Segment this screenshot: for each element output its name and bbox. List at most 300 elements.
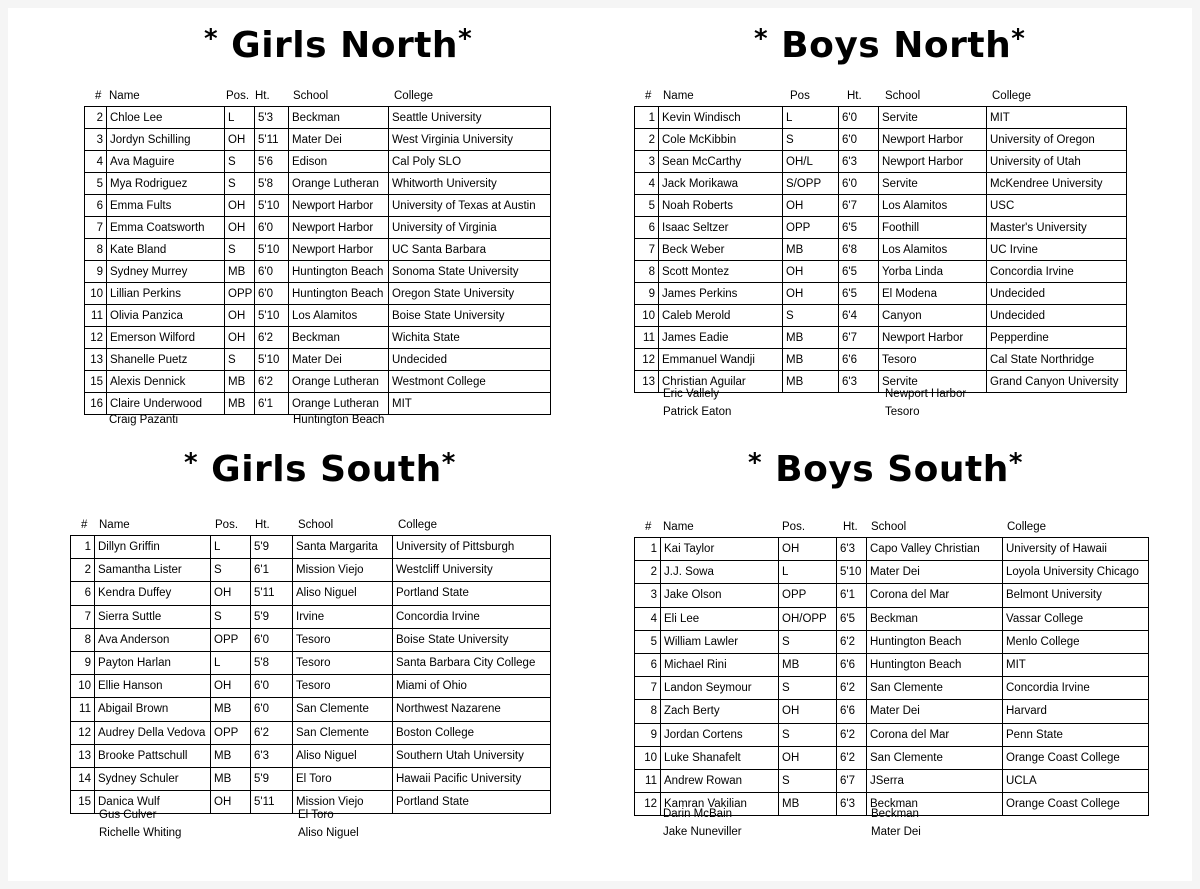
cell-school: Aliso Niguel [293,582,393,605]
coach-name: Gus Culver [99,809,157,821]
table-row [85,107,551,129]
cell-pos: S [779,723,837,746]
column-header-name: Name [663,90,694,102]
table-row [635,538,1149,561]
column-header-pos: Pos. [215,519,239,531]
star-icon: * [1011,24,1026,54]
cell-school: Tesoro [293,675,393,698]
star-icon: * [1008,448,1023,478]
cell-pos: OPP [211,721,251,744]
cell-ht: 6'8 [839,239,879,261]
table-row [635,630,1149,653]
cell-school: Tesoro [293,628,393,651]
cell-num: 9 [635,723,661,746]
coach-school: Aliso Niguel [298,827,359,839]
cell-ht: 5'11 [255,129,289,151]
cell-name: Jordyn Schilling [107,129,225,151]
cell-school: Orange Lutheran [289,173,389,195]
cell-pos: MB [211,744,251,767]
table-row [635,151,1127,173]
cell-ht: 6'3 [839,151,879,173]
cell-school: Orange Lutheran [289,393,389,415]
column-header-college: College [1007,521,1046,533]
column-header-college: College [992,90,1031,102]
cell-num: 10 [85,283,107,305]
cell-pos: OPP [225,283,255,305]
table-row [71,721,551,744]
cell-college: Hawaii Pacific University [393,767,551,790]
cell-college: Southern Utah University [393,744,551,767]
cell-name: Emmanuel Wandji [659,349,783,371]
cell-name: Jake Olson [661,584,779,607]
coach-school: Huntington Beach [293,414,385,426]
cell-pos: S [783,129,839,151]
cell-name: Andrew Rowan [661,769,779,792]
cell-name: Dillyn Griffin [95,536,211,559]
cell-ht: 6'0 [251,628,293,651]
roster-table [70,535,551,814]
cell-name: Audrey Della Vedova [95,721,211,744]
cell-num: 2 [635,129,659,151]
cell-school: Beckman [867,793,1003,816]
cell-num: 10 [635,305,659,327]
cell-school: Foothill [879,217,987,239]
column-header-college: College [394,90,433,102]
cell-num: 11 [635,327,659,349]
table-row [85,283,551,305]
coach-school: Mater Dei [871,826,921,838]
cell-school: Mission Viejo [293,559,393,582]
column-header-school: School [293,90,329,102]
cell-pos: OH [225,217,255,239]
cell-name: Cole McKibbin [659,129,783,151]
cell-num: 8 [71,628,95,651]
coach-school: Tesoro [885,406,920,418]
cell-pos: OH [211,791,251,814]
boys-north-title [754,24,1025,66]
boys-south-title-text: Boys South [775,449,1009,490]
cell-college: University of Hawaii [1003,538,1149,561]
boys-south-title [748,448,1023,490]
coach-name: Richelle Whiting [99,827,182,839]
coach-name: Eric Vallely [663,388,720,400]
cell-college: Harvard [1003,700,1149,723]
cell-name: Landon Seymour [661,677,779,700]
cell-name: Emma Coatsworth [107,217,225,239]
cell-school: Servite [879,371,987,393]
cell-pos: L [225,107,255,129]
cell-school: San Clemente [293,721,393,744]
cell-ht: 6'2 [837,630,867,653]
cell-ht: 5'10 [255,349,289,371]
cell-college: Cal Poly SLO [389,151,551,173]
cell-college: Belmont University [1003,584,1149,607]
cell-school: Aliso Niguel [293,744,393,767]
cell-pos: L [779,561,837,584]
table-row [635,723,1149,746]
cell-num: 16 [85,393,107,415]
table-row [635,561,1149,584]
cell-num: 3 [635,584,661,607]
cell-college: Concordia Irvine [987,261,1127,283]
table-row [635,129,1127,151]
table-row [635,700,1149,723]
cell-name: Danica Wulf [95,791,211,814]
cell-ht: 5'9 [251,605,293,628]
cell-name: Samantha Lister [95,559,211,582]
cell-ht: 6'0 [839,173,879,195]
cell-school: Mater Dei [867,700,1003,723]
cell-ht: 5'11 [251,582,293,605]
cell-ht: 6'4 [839,305,879,327]
cell-ht: 6'1 [255,393,289,415]
cell-pos: OH [783,195,839,217]
cell-pos: OH [211,582,251,605]
table-row [71,675,551,698]
cell-college: Undecided [987,305,1127,327]
cell-school: Newport Harbor [879,327,987,349]
cell-college: Menlo College [1003,630,1149,653]
cell-name: Kate Bland [107,239,225,261]
cell-name: Abigail Brown [95,698,211,721]
cell-ht: 5'8 [255,173,289,195]
cell-pos: L [783,107,839,129]
cell-num: 11 [71,698,95,721]
cell-num: 14 [71,767,95,790]
table-row [85,349,551,371]
cell-name: Ellie Hanson [95,675,211,698]
cell-pos: S/OPP [783,173,839,195]
cell-college: Westcliff University [393,559,551,582]
cell-ht: 6'7 [839,327,879,349]
column-header-school: School [298,519,334,531]
cell-college: Master's University [987,217,1127,239]
cell-name: Olivia Panzica [107,305,225,327]
cell-college: Orange Coast College [1003,793,1149,816]
cell-school: Beckman [867,607,1003,630]
cell-ht: 5'10 [255,239,289,261]
table-row [71,536,551,559]
coach-school: Newport Harbor [885,388,967,400]
cell-school: Tesoro [879,349,987,371]
cell-ht: 6'0 [255,217,289,239]
cell-pos: L [211,536,251,559]
cell-ht: 5'8 [251,651,293,674]
cell-name: Beck Weber [659,239,783,261]
cell-college: Concordia Irvine [1003,677,1149,700]
table-row [71,744,551,767]
cell-ht: 6'3 [839,371,879,393]
cell-school: Huntington Beach [867,653,1003,676]
star-icon: * [441,448,456,478]
cell-ht: 6'2 [837,677,867,700]
cell-ht: 6'6 [837,653,867,676]
cell-school: Corona del Mar [867,584,1003,607]
table-row [71,651,551,674]
cell-school: Mater Dei [289,129,389,151]
cell-college: Loyola University Chicago [1003,561,1149,584]
table-row [635,327,1127,349]
table-row [85,239,551,261]
table-row [635,746,1149,769]
cell-pos: S [211,559,251,582]
cell-school: Los Alamitos [289,305,389,327]
cell-ht: 6'2 [255,371,289,393]
cell-name: Emerson Wilford [107,327,225,349]
cell-college: University of Texas at Austin [389,195,551,217]
cell-college: MIT [1003,653,1149,676]
cell-school: Edison [289,151,389,173]
cell-num: 13 [71,744,95,767]
cell-num: 4 [635,607,661,630]
table-row [635,107,1127,129]
cell-num: 7 [71,605,95,628]
cell-ht: 6'5 [839,261,879,283]
cell-num: 6 [635,653,661,676]
cell-num: 5 [635,195,659,217]
cell-pos: OPP [783,217,839,239]
cell-pos: S [225,239,255,261]
cell-ht: 5'6 [255,151,289,173]
cell-num: 6 [635,217,659,239]
cell-ht: 6'5 [839,283,879,305]
cell-num: 2 [85,107,107,129]
cell-name: Isaac Seltzer [659,217,783,239]
cell-ht: 6'1 [251,559,293,582]
cell-pos: S [779,769,837,792]
coach-name: Patrick Eaton [663,406,732,418]
cell-pos: MB [783,349,839,371]
cell-pos: MB [783,239,839,261]
column-header-num: # [81,519,88,531]
cell-college: Oregon State University [389,283,551,305]
girls-north-title [204,24,472,66]
cell-school: Mission Viejo [293,791,393,814]
cell-college: Sonoma State University [389,261,551,283]
cell-college: University of Virginia [389,217,551,239]
cell-num: 1 [635,107,659,129]
girls-south-title [184,448,456,490]
table-row [71,628,551,651]
cell-college: West Virginia University [389,129,551,151]
cell-pos: OH [225,129,255,151]
cell-college: USC [987,195,1127,217]
cell-num: 5 [635,630,661,653]
cell-school: Mater Dei [289,349,389,371]
cell-ht: 6'1 [837,584,867,607]
cell-college: University of Pittsburgh [393,536,551,559]
cell-pos: S [225,349,255,371]
cell-name: Kai Taylor [661,538,779,561]
cell-name: Sierra Suttle [95,605,211,628]
cell-name: Brooke Pattschull [95,744,211,767]
cell-ht: 6'7 [837,769,867,792]
cell-ht: 5'3 [255,107,289,129]
table-row [635,584,1149,607]
cell-pos: OPP [779,584,837,607]
cell-school: Santa Margarita [293,536,393,559]
cell-pos: OH/OPP [779,607,837,630]
cell-school: Newport Harbor [289,217,389,239]
cell-num: 7 [635,677,661,700]
cell-pos: S [225,151,255,173]
cell-num: 2 [635,561,661,584]
table-row [71,605,551,628]
cell-ht: 6'0 [255,261,289,283]
cell-college: Miami of Ohio [393,675,551,698]
cell-name: Emma Fults [107,195,225,217]
cell-name: Payton Harlan [95,651,211,674]
cell-num: 8 [635,261,659,283]
table-row [85,195,551,217]
cell-school: Los Alamitos [879,195,987,217]
star-icon: * [748,448,763,478]
cell-school: Servite [879,107,987,129]
cell-pos: OPP [211,628,251,651]
cell-college: Orange Coast College [1003,746,1149,769]
cell-name: Kevin Windisch [659,107,783,129]
table-row [85,173,551,195]
cell-ht: 6'0 [251,675,293,698]
girls-south-title-text: Girls South [211,449,442,490]
cell-ht: 6'5 [839,217,879,239]
cell-college: UC Irvine [987,239,1127,261]
cell-num: 12 [85,327,107,349]
cell-num: 15 [71,791,95,814]
column-header-school: School [871,521,907,533]
column-header-pos: Pos. [226,90,250,102]
cell-name: Sean McCarthy [659,151,783,173]
table-row [85,327,551,349]
cell-pos: S [779,677,837,700]
cell-num: 6 [71,582,95,605]
cell-pos: OH [783,283,839,305]
cell-ht: 6'3 [251,744,293,767]
column-header-ht: Ht. [847,90,862,102]
table-row [85,217,551,239]
column-header-num: # [95,90,102,102]
table-row [85,129,551,151]
cell-name: Chloe Lee [107,107,225,129]
column-header-school: School [885,90,921,102]
cell-school: Yorba Linda [879,261,987,283]
column-header-num: # [645,521,652,533]
cell-name: Scott Montez [659,261,783,283]
cell-school: Capo Valley Christian [867,538,1003,561]
column-header-pos: Pos. [782,521,806,533]
cell-college: Pepperdine [987,327,1127,349]
table-row [635,349,1127,371]
table-row [635,195,1127,217]
table-row [635,283,1127,305]
cell-name: Kendra Duffey [95,582,211,605]
cell-college: Wichita State [389,327,551,349]
column-header-name: Name [663,521,694,533]
cell-college: Grand Canyon University [987,371,1127,393]
cell-num: 4 [85,151,107,173]
cell-pos: OH [779,700,837,723]
table-row [635,305,1127,327]
cell-num: 13 [635,371,659,393]
cell-pos: MB [225,393,255,415]
cell-college: Cal State Northridge [987,349,1127,371]
cell-name: Zach Berty [661,700,779,723]
cell-college: Westmont College [389,371,551,393]
cell-school: Corona del Mar [867,723,1003,746]
cell-ht: 5'9 [251,536,293,559]
cell-college: Northwest Nazarene [393,698,551,721]
table-row [71,698,551,721]
cell-school: Servite [879,173,987,195]
cell-ht: 6'2 [837,723,867,746]
cell-name: Kamran Vakilian [661,793,779,816]
cell-college: Boston College [393,721,551,744]
cell-ht: 6'0 [839,107,879,129]
cell-ht: 6'7 [839,195,879,217]
cell-pos: S [779,630,837,653]
roster-page [8,8,1192,881]
cell-school: Los Alamitos [879,239,987,261]
column-header-ht: Ht. [843,521,858,533]
cell-name: J.J. Sowa [661,561,779,584]
cell-college: Portland State [393,582,551,605]
table-row [635,607,1149,630]
cell-name: Sydney Murrey [107,261,225,283]
column-header-num: # [645,90,652,102]
star-icon: * [204,24,219,54]
coach-name: Craig Pazanti [109,414,179,426]
column-header-college: College [398,519,437,531]
cell-pos: OH [783,261,839,283]
cell-school: Newport Harbor [879,151,987,173]
cell-pos: S [211,605,251,628]
cell-school: Newport Harbor [289,239,389,261]
star-icon: * [754,24,769,54]
coach-name: Darin McBain [663,808,733,820]
cell-college: Portland State [393,791,551,814]
cell-school: Mater Dei [867,561,1003,584]
girls-north-title-text: Girls North [231,25,459,66]
cell-pos: OH [779,746,837,769]
cell-college: UC Santa Barbara [389,239,551,261]
star-icon: * [184,448,199,478]
cell-pos: MB [779,653,837,676]
cell-ht: 6'6 [839,349,879,371]
cell-num: 13 [85,349,107,371]
cell-name: Alexis Dennick [107,371,225,393]
cell-name: Jordan Cortens [661,723,779,746]
cell-num: 9 [71,651,95,674]
column-header-name: Name [109,90,140,102]
cell-num: 9 [85,261,107,283]
cell-name: Claire Underwood [107,393,225,415]
cell-college: Undecided [389,349,551,371]
roster-table [634,106,1127,393]
cell-ht: 6'0 [839,129,879,151]
table-row [635,217,1127,239]
cell-ht: 6'0 [255,283,289,305]
table-row [71,582,551,605]
cell-name: Michael Rini [661,653,779,676]
cell-num: 10 [635,746,661,769]
table-row [635,653,1149,676]
cell-name: Lillian Perkins [107,283,225,305]
cell-pos: MB [783,327,839,349]
cell-name: Caleb Merold [659,305,783,327]
cell-name: Eli Lee [661,607,779,630]
cell-pos: MB [225,371,255,393]
cell-pos: S [225,173,255,195]
